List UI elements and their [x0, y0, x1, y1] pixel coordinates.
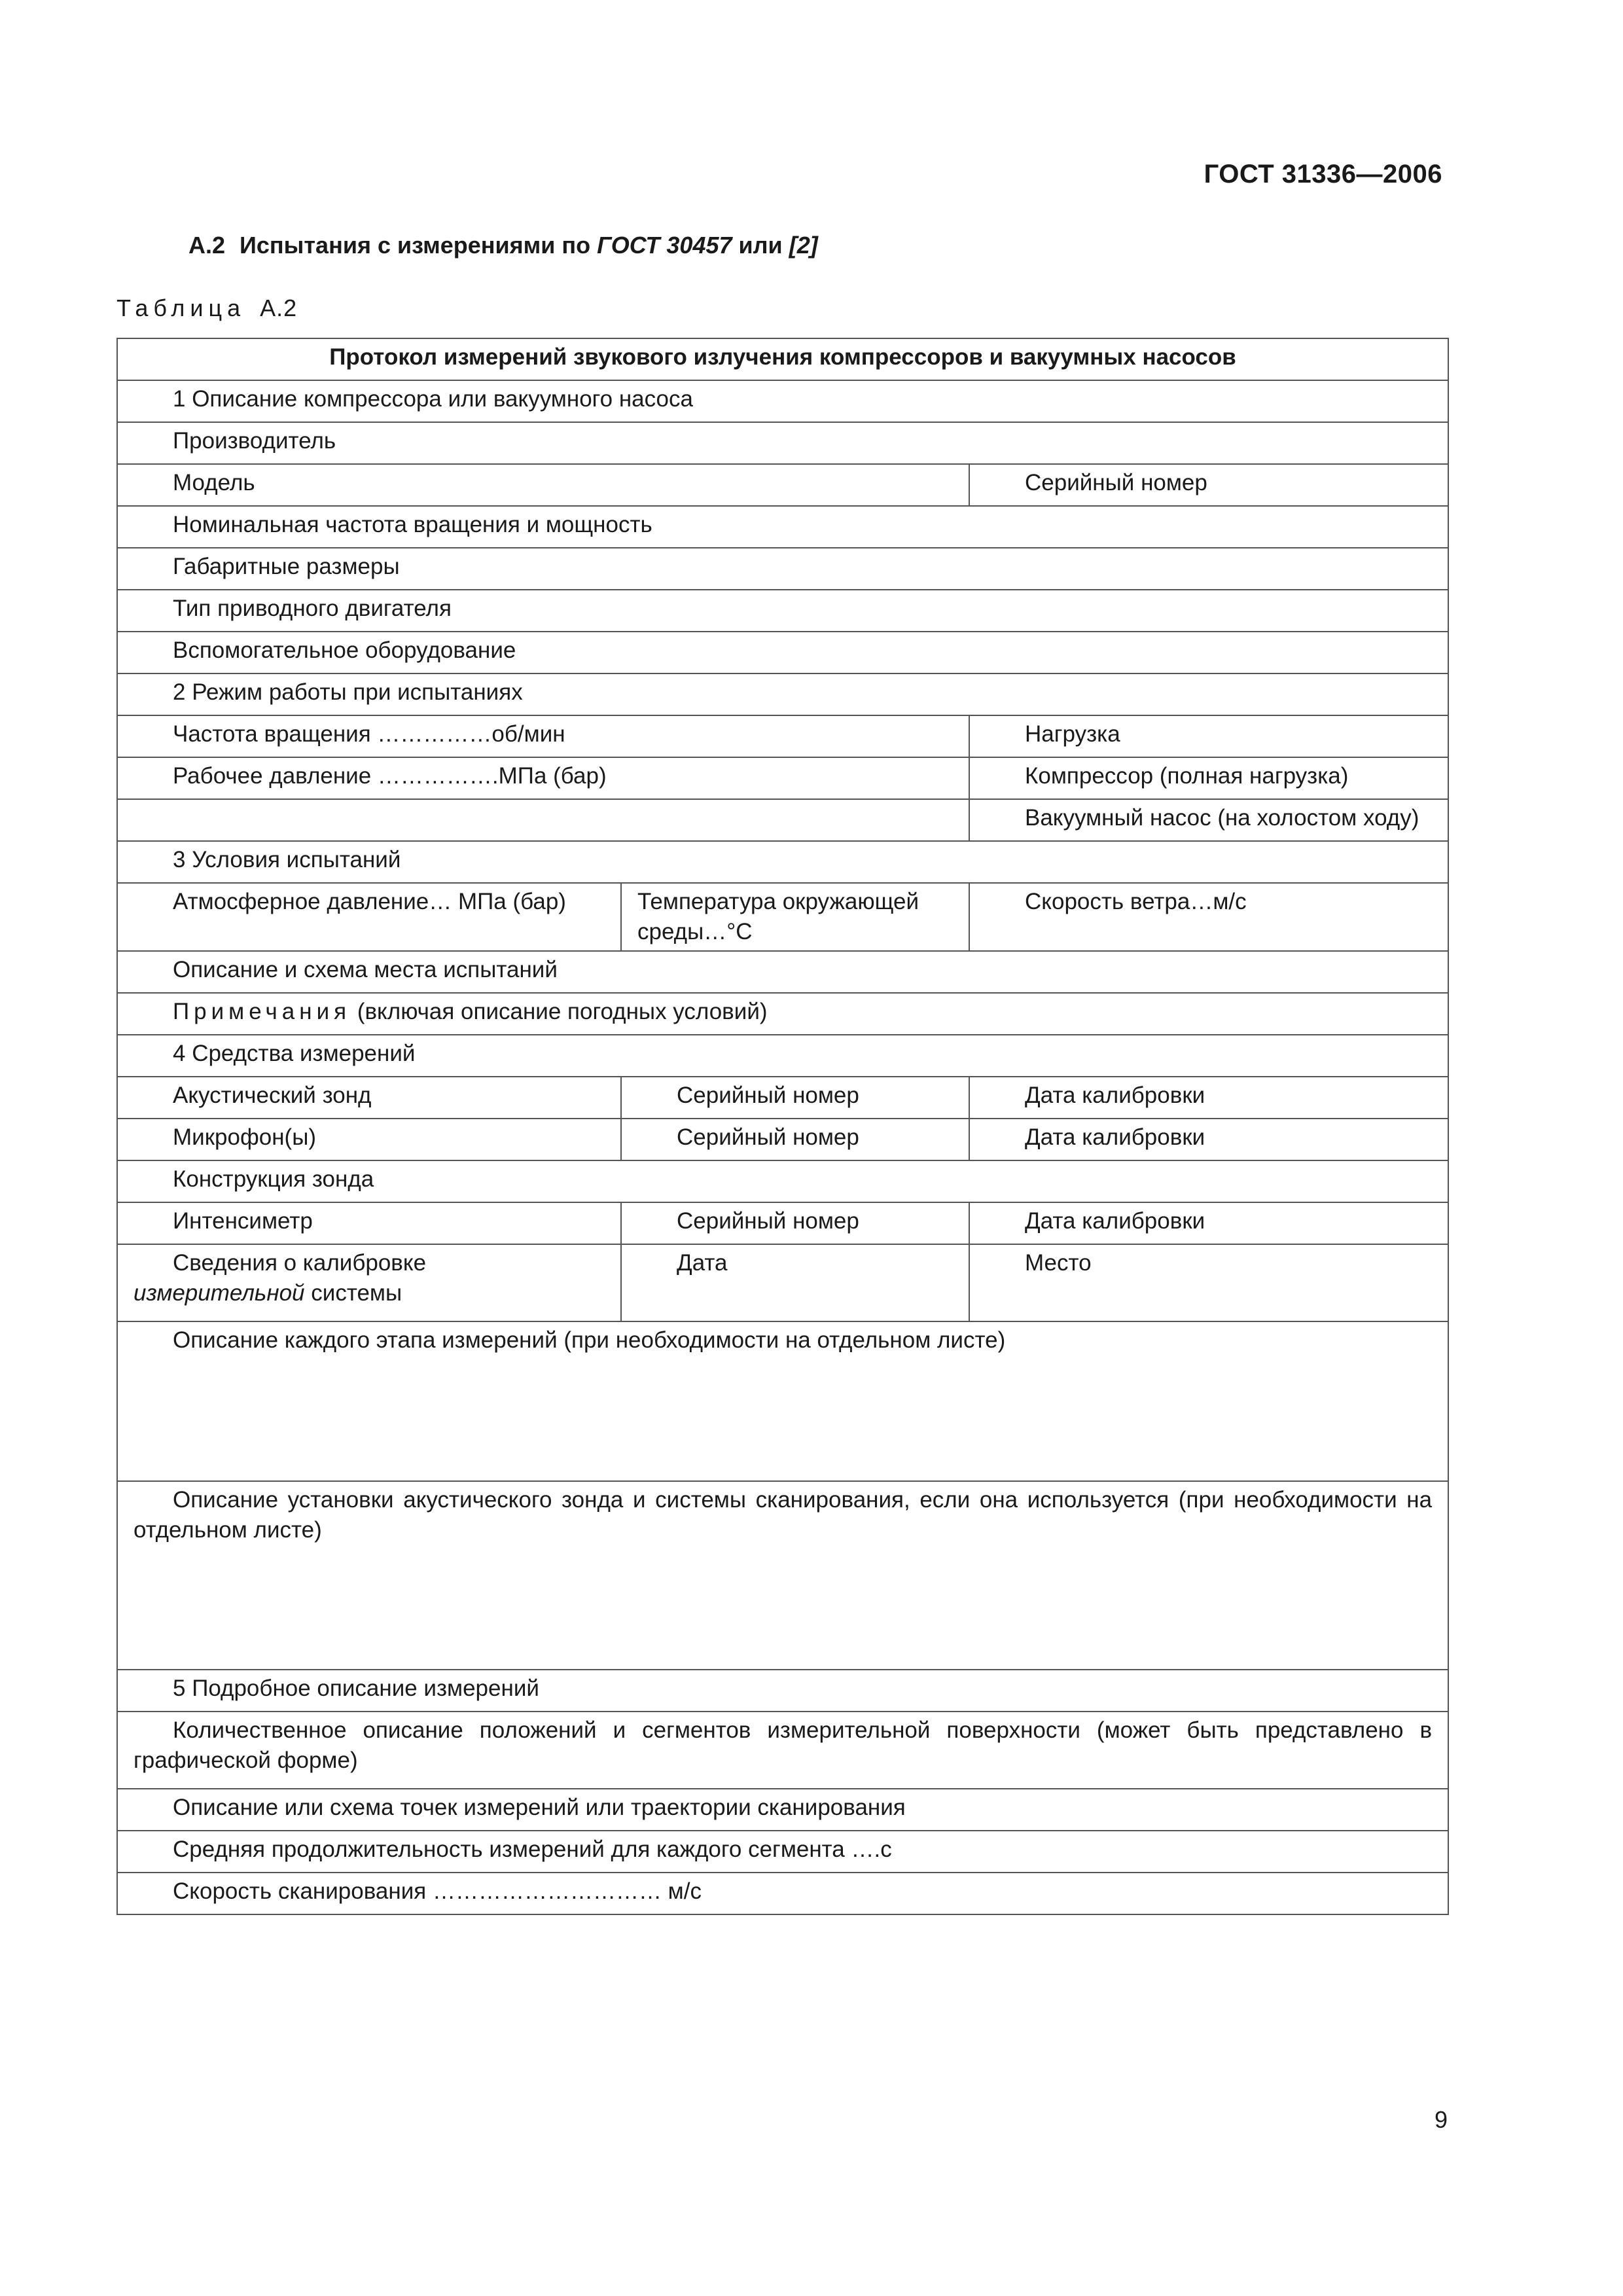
probe-serial-field: Серийный номер [621, 1077, 969, 1119]
reference-gost: ГОСТ 30457 [597, 232, 732, 259]
manufacturer-field: Производитель [117, 422, 1448, 464]
table-row [117, 1789, 1448, 1831]
rated-speed-power-field: Номинальная частота вращения и мощность [117, 506, 1448, 548]
table-row [117, 951, 1448, 993]
calibration-info-field [117, 1244, 621, 1321]
table-row [117, 1160, 1448, 1202]
ambient-temperature-field: Температура окружающей среды…°С [621, 883, 969, 951]
table-row [117, 883, 1448, 951]
table-row [117, 1035, 1448, 1077]
compressor-load-option: Компрессор (полная нагрузка) [969, 757, 1448, 799]
table-row [117, 632, 1448, 673]
measurement-points-field: Описание или схема точек измерений или траектории сканирования [117, 1789, 1448, 1831]
table-row [117, 506, 1448, 548]
section-3-heading: 3 Условия испытаний [117, 841, 1448, 883]
table-row [117, 548, 1448, 590]
table-caption-id: А.2 [260, 295, 298, 321]
load-field: Нагрузка [969, 715, 1448, 757]
probe-design-field: Конструкция зонда [117, 1160, 1448, 1202]
protocol-table [116, 338, 1449, 1915]
table-row [117, 590, 1448, 632]
notes-text: (включая описание погодных условий) [357, 999, 768, 1024]
table-row [117, 422, 1448, 464]
section-4-heading: 4 Средства измерений [117, 1035, 1448, 1077]
section-2-heading: 2 Режим работы при испытаниях [117, 673, 1448, 715]
section-or: или [738, 232, 783, 259]
calibration-info-line2 [134, 1278, 605, 1308]
average-duration-field: Средняя продолжительность измерений для каждого сегмента ….с [117, 1831, 1448, 1873]
model-field: Модель [117, 464, 969, 506]
calibration-info-end: системы [311, 1280, 402, 1306]
empty-cell [117, 799, 969, 841]
notes-field [117, 993, 1448, 1035]
microphone-field: Микрофон(ы) [117, 1119, 621, 1160]
page-number: 9 [1434, 2106, 1448, 2133]
atmospheric-pressure-field: Атмосферное давление… МПа (бар) [117, 883, 621, 951]
table-row [117, 1119, 1448, 1160]
table-row [117, 380, 1448, 422]
table-caption-label: Таблица [116, 295, 246, 321]
table-row [117, 1670, 1448, 1712]
table-row [117, 1202, 1448, 1244]
auxiliary-equipment-field: Вспомогательное оборудование [117, 632, 1448, 673]
probe-setup-field: Описание установки акустического зонда и системы сканирования, если она используется (при необходимости на отдельном листе) [117, 1481, 1448, 1670]
standard-number: ГОСТ 31336—2006 [1204, 160, 1442, 188]
drive-motor-field: Тип приводного двигателя [117, 590, 1448, 632]
table-row [117, 1481, 1448, 1670]
measurement-steps-field: Описание каждого этапа измерений (при необходимости на отдельном листе) [117, 1321, 1448, 1481]
table-row [117, 338, 1448, 380]
notes-label: Примечания [173, 999, 351, 1024]
table-row [117, 993, 1448, 1035]
table-row [117, 1712, 1448, 1789]
microphone-calibration-date-field: Дата калибровки [969, 1119, 1448, 1160]
test-site-field: Описание и схема места испытаний [117, 951, 1448, 993]
section-heading [188, 232, 818, 259]
table-row [117, 715, 1448, 757]
table-row [117, 799, 1448, 841]
acoustic-probe-field: Акустический зонд [117, 1077, 621, 1119]
section-1-heading: 1 Описание компрессора или вакуумного насоса [117, 380, 1448, 422]
table-row [117, 1321, 1448, 1481]
probe-calibration-date-field: Дата калибровки [969, 1077, 1448, 1119]
section-number: А.2 [188, 232, 226, 259]
serial-number-field: Серийный номер [969, 464, 1448, 506]
calibration-info-emphasis: измерительной [134, 1280, 305, 1306]
table-row [117, 1873, 1448, 1914]
measurement-surface-field: Количественное описание положений и сегментов измерительной поверхности (может быть представлено в графической форме) [117, 1712, 1448, 1789]
table-row [117, 841, 1448, 883]
microphone-serial-field: Серийный номер [621, 1119, 969, 1160]
rotation-speed-field: Частота вращения ……………об/мин [117, 715, 969, 757]
section-5-heading: 5 Подробное описание измерений [117, 1670, 1448, 1712]
section-title: Испытания с измерениями по [240, 232, 591, 259]
scan-speed-field: Скорость сканирования ………………………… м/с [117, 1873, 1448, 1914]
intensimeter-serial-field: Серийный номер [621, 1202, 969, 1244]
table-row [117, 1831, 1448, 1873]
table-row [117, 757, 1448, 799]
protocol-title: Протокол измерений звукового излучения компрессоров и вакуумных насосов [117, 338, 1448, 380]
vacuum-pump-option: Вакуумный насос (на холостом ходу) [969, 799, 1448, 841]
wind-speed-field: Скорость ветра…м/с [969, 883, 1448, 951]
table-row [117, 673, 1448, 715]
dimensions-field: Габаритные размеры [117, 548, 1448, 590]
table-row [117, 1244, 1448, 1321]
intensimeter-calibration-date-field: Дата калибровки [969, 1202, 1448, 1244]
table-caption [116, 295, 297, 322]
intensimeter-field: Интенсиметр [117, 1202, 621, 1244]
operating-pressure-field: Рабочее давление …………….МПа (бар) [117, 757, 969, 799]
reference-bibliography: [2] [789, 232, 818, 259]
calibration-info-line1: Сведения о калибровке [173, 1250, 427, 1276]
calibration-place-field: Место [969, 1244, 1448, 1321]
calibration-date-field: Дата [621, 1244, 969, 1321]
table-row [117, 1077, 1448, 1119]
table-row [117, 464, 1448, 506]
